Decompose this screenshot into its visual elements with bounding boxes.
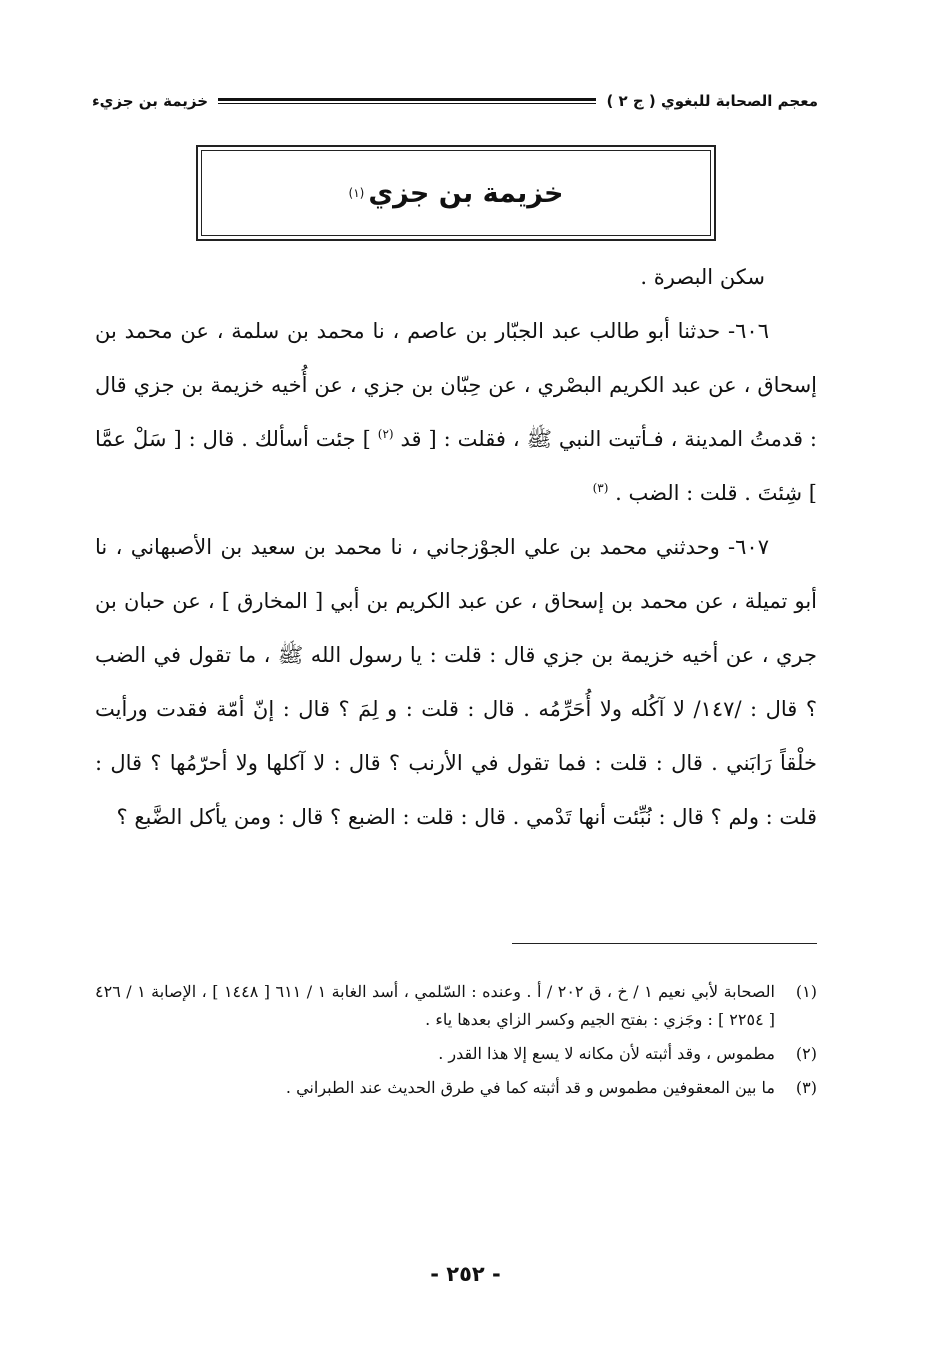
- hadith-606-lead: ٦٠٦- حدثنا أبو طالب عبد الجبّار بن عاصم ، نا محمد بن سلمة ، عن محمد بن إسحاق ، عن عبد الكريم البصْري ، عن حِبّان بن جزي ، عن أُخيه خزيمة بن جزي قال : قدمتُ المدينة ، فـأتيت النبي ﷺ ، فقلت : [ قد: [95, 319, 818, 451]
- footnote-1: [95, 978, 817, 1034]
- entry-title-frame: [196, 145, 716, 241]
- entry-title-inner-frame: [201, 150, 711, 236]
- page-number: - ٢٥٢ -: [430, 1262, 501, 1286]
- running-header: [92, 86, 818, 116]
- hadith-606: [95, 304, 817, 520]
- footnote-ref-2: (٢): [377, 427, 394, 441]
- footnote-number: (١): [795, 982, 817, 1001]
- hadith-606-rest: ] جئت أسألك . قال : [ سَلْ عمَّا ] شِئتَ . قلت : الضب .: [95, 427, 817, 505]
- intro-line: سكن البصرة .: [640, 265, 765, 289]
- footnote-2: [95, 1040, 817, 1068]
- footnote-number: (٣): [795, 1078, 817, 1097]
- hadith-607: ٦٠٧- وحدثني محمد بن علي الجوْزجاني ، نا محمد بن سعيد بن الأصبهاني ، نا أبو تميلة ، عن محمد بن إسحاق ، عن عبد الكريم بن أبي [ المخارق ] ، عن حبان بن جري ، عن أخيه خزيمة بن جزي قال : قلت : يا رسول الله ﷺ ، ما تقول في الضب ؟ قال : /١٤٧/ لا آكُله ولا أُحَرِّمُه . قال : قلت : و لِمَ ؟ قال : إنّ أمّة فقدت ورأيت خلْقاً رَابَني . قال : قلت : فما تقول في الأرنب ؟ قال : لا آكلها ولا أحرّمُها ؟ قال : قلت : ولم ؟ قال : نُبِّئت أنها تَدْمي . قال : قلت : الضبع ؟ قال : ومن يأكل الضَّبع ؟: [95, 535, 817, 829]
- main-text: [95, 250, 817, 844]
- footnote-number: (٢): [795, 1044, 817, 1063]
- entry-title-footnote-mark: (١): [348, 186, 365, 200]
- footnote-text: مطموس ، وقد أثبته لأن مكانه لا يسع إلا هذا القدر .: [438, 1044, 775, 1063]
- footnote-3: [95, 1074, 817, 1102]
- entry-title: خزيمة بن جزي: [368, 177, 564, 209]
- footnotes: [95, 978, 817, 1108]
- running-header-rule: [218, 98, 596, 104]
- running-header-entry-name: خزيمة بن جزيء: [92, 92, 209, 110]
- footnote-text: الصحابة لأبي نعيم ١ / خ ، ق ٢٠٢ / أ . وعنده : السّلمي ، أسد الغابة ١ / ٦١١ [ ١٤٤٨ ] ، الإصابة ١ / ٤٢٦ [ ٢٢٥٤ ] : وجَزي : بفتح الجيم وكسر الزاي بعدها ياء .: [95, 982, 776, 1029]
- running-header-book-title: معجم الصحابة للبغوي ( ج ٢ ): [606, 92, 818, 110]
- footnote-text: ما بين المعقوفين مطموس و قد أثبته كما في طرق الحديث عند الطبراني .: [285, 1078, 775, 1097]
- footnote-ref-3: (٣): [592, 481, 609, 495]
- footnote-separator: [512, 943, 817, 944]
